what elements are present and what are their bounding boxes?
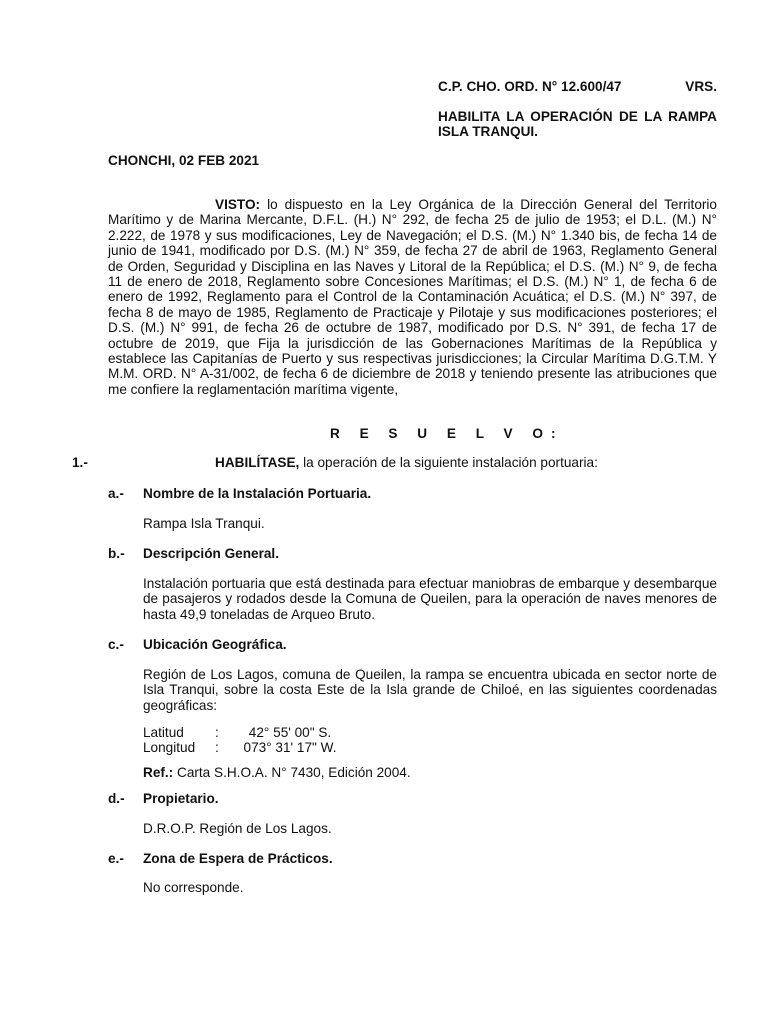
section-d-body: D.R.O.P. Región de Los Lagos. bbox=[143, 821, 332, 836]
item-1-text bbox=[215, 455, 598, 470]
section-c-body: Región de Los Lagos, comuna de Queilen, la rampa se encuentra ubicada en sector norte de Isla Tranqui, sobre la costa Este de la Isla grande de Chiloé, en las siguientes coordenadas geográficas: bbox=[143, 667, 717, 713]
section-c-label: c.- bbox=[108, 637, 124, 652]
section-b-label: b.- bbox=[108, 546, 125, 561]
longitude-row bbox=[143, 740, 345, 755]
order-reference-line bbox=[438, 79, 717, 94]
document-title: HABILITA LA OPERACIÓN DE LA RAMPA ISLA TRANQUI. bbox=[438, 109, 717, 140]
section-a-body: Rampa Isla Tranqui. bbox=[143, 516, 265, 531]
section-e-heading: Zona de Espera de Prácticos. bbox=[143, 851, 333, 866]
visto-text: lo dispuesto en la Ley Orgánica de la Dirección General del Territorio Marítimo y de Marina Mercante, D.F.L. (H.) N° 292, de fecha 25 de julio de 1953; el D.L. (M.) N° 2.222, de 1978 y sus modificaciones, Ley de Navegación; el D.S. (M.) N° 1.340 bis, de fecha 14 de junio de 1941, modificado por D.S. (M.) N° 359, de fecha 27 de abril de 1963, Reglamento General de Orden, Seguridad y Disciplina en las Naves y Litoral de la República; el D.S. (M.) N° 9, de fecha 11 de enero de 2018, Reglamento sobre Concesiones Marítimas; el D.S. (M.) N° 1, de fecha 6 de enero de 1992, Reglamento para el Control de la Contaminación Acuática; el D.S. (M.) N° 397, de fecha 8 de mayo de 1985, Reglamento de Practicaje y Pilotaje y sus modificaciones posteriores; el D.S. (M.) N° 991, de fecha 26 de octubre de 1987, modificado por D.S. N° 391, de fecha 17 de octubre de 2019, que Fija la jurisdicción de las Gobernaciones Marítimas de la República y establece las Capitanías de Puerto y sus respectivas jurisdicciones; la Circular Marítima D.G.T.M. Y M.M. ORD. N° A-31/002, de fecha 6 de diciembre de 2018 y teniendo presente las atribuciones que me confiere la reglamentación marítima vigente, bbox=[108, 197, 717, 397]
section-a-heading: Nombre de la Instalación Portuaria. bbox=[143, 486, 372, 501]
vrs-label: VRS. bbox=[685, 79, 717, 94]
visto-paragraph bbox=[108, 197, 717, 397]
latitude-colon: : bbox=[215, 725, 219, 740]
section-b-heading: Descripción General. bbox=[143, 546, 279, 561]
section-c-heading: Ubicación Geográfica. bbox=[143, 637, 287, 652]
section-d-label: d.- bbox=[108, 791, 125, 806]
latitude-label: Latitud bbox=[143, 725, 184, 740]
latitude-row bbox=[143, 725, 345, 740]
item-1-bold: HABILÍTASE, bbox=[215, 455, 300, 470]
section-a-label: a.- bbox=[108, 486, 124, 501]
reference-text: Carta S.H.O.A. N° 7430, Edición 2004. bbox=[177, 765, 411, 780]
resuelvo-heading: R E S U E L V O: bbox=[330, 426, 564, 441]
item-1-body: la operación de la siguiente instalación portuaria: bbox=[303, 455, 598, 470]
chart-reference bbox=[143, 765, 717, 780]
longitude-value: 073° 31' 17" W. bbox=[243, 740, 337, 756]
section-b-body: Instalación portuaria que está destinada para efectuar maniobras de embarque y desembarque de pasajeros y rodados desde la Comuna de Queilen, para la operación de naves menores de hasta 49,9 toneladas de Arqueo Bruto. bbox=[143, 576, 717, 622]
section-d-heading: Propietario. bbox=[143, 791, 219, 806]
place-and-date: CHONCHI, 02 FEB 2021 bbox=[108, 153, 260, 168]
latitude-value: 42° 55' 00" S. bbox=[248, 725, 332, 740]
longitude-label: Longitud bbox=[143, 740, 196, 756]
longitude-colon: : bbox=[215, 740, 219, 756]
reference-label: Ref.: bbox=[143, 765, 174, 780]
visto-label: VISTO: bbox=[215, 197, 261, 212]
coordinates-block bbox=[143, 725, 345, 756]
item-1-number: 1.- bbox=[72, 455, 88, 470]
section-e-label: e.- bbox=[108, 851, 124, 866]
order-reference: C.P. CHO. ORD. N° 12.600/47 bbox=[438, 79, 622, 94]
section-e-body: No corresponde. bbox=[143, 880, 244, 895]
